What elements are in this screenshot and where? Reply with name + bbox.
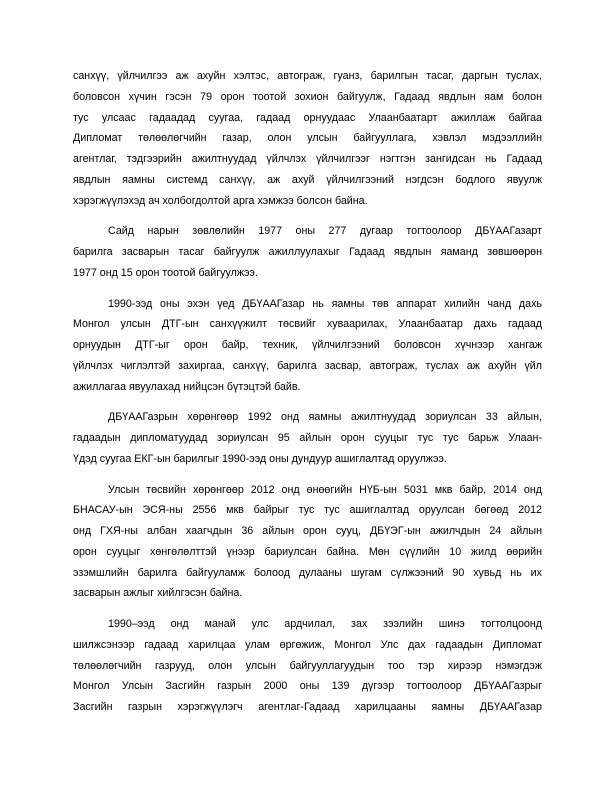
document-body bbox=[73, 66, 542, 728]
text-line: онд ГХЯ-ны албан хаагчдын 36 айлын орон сууц, ДБҮЭГ-ын ажилчдын 24 айлын bbox=[73, 525, 542, 537]
text-line: орнуудын ДТГ-ыг орон байр, техник, үйлчилгээний боловсон хүчнээр хангаж bbox=[73, 339, 542, 351]
paragraph bbox=[73, 66, 542, 211]
text-line: тус улсаас гадаадад суугаа, гадаад орнуудаас Улаанбаатарт ажиллаж байгаа bbox=[73, 111, 542, 124]
text-line: ДБҮААГазрын хөрөнгөөр 1992 онд яамны ажилтнуудад зориулсан 33 айлын, bbox=[108, 411, 542, 424]
text-line: 1990-ээд оны эхэн үед ДБҮААГазар нь яамны төв аппарат хилийн чанд дахь bbox=[108, 297, 542, 310]
paragraph bbox=[73, 294, 542, 398]
text-line: 1990–ээд онд манай улс ардчилал, зах зээлийн шинэ тогтолцоонд bbox=[108, 618, 542, 630]
paragraph bbox=[73, 221, 542, 283]
text-line: боловсон хүчин гэсэн 79 орон тоотой зохион байгуулж, Гадаад явдлын яам болон bbox=[73, 90, 542, 103]
text-line: БНАСАУ-ын ЭСЯ-ны 2556 мкв байрыг тус тус ашиглалтад оруулсан бөгөөд 2012 bbox=[73, 504, 542, 517]
text-line: агентлаг, тэдгээрийн ажилтнуудад үйлчлэх үйлчилгээг нэгтгэн зангидсан нь Гадаад bbox=[73, 153, 542, 165]
text-line: явдлын яамны системд санхүү, аж ахуй үйлчилгээний нэгдсэн бодлого явуулж bbox=[73, 173, 542, 186]
paragraph bbox=[73, 407, 542, 469]
text-line: төлөөлөгчийн газрууд, олон улсын байгууллагуудын тоо тэр хирээр нэмэгдэж bbox=[73, 659, 542, 672]
text-line: Улсын төсвийн хөрөнгөөр 2012 онд өнөөгийн НҮБ-ын 5031 мкв байр, 2014 онд bbox=[108, 483, 542, 496]
text-line: шилжсэнээр гадаад харилцаа улам өргөжиж, Монгол Улс дах гадаадын Дипломат bbox=[73, 638, 542, 651]
text-line: Засгийн газрын хэрэгжүүлэгч агентлаг-Гадаад харилцааны яамны ДБҮААГазар bbox=[73, 701, 542, 713]
text-line: Сайд нарын зөвлөлийн 1977 оны 277 дугаар тогтоолоор ДБҮААГазарт bbox=[108, 225, 542, 238]
text-line: гадаадын дипломатуудад зориулсан 95 айлын орон сууцыг тус тус барьж Улаан- bbox=[73, 432, 542, 444]
text-line: Монгол Улсын Засгийн газрын 2000 оны 139 дүгээр тогтоолоор ДБҮААГазрыг bbox=[73, 680, 542, 693]
text-line: эзэмшлийн барилга байгууламж болоод дулааны шугам сүлжээний 90 хувьд нь их bbox=[73, 566, 542, 579]
text-line: Дипломат төлөөлөгчийн газар, олон улсын байгууллага, хэвлэл мэдээллийн bbox=[73, 132, 542, 145]
text-line: барилга засварын тасаг байгуулж ажиллуулахыг Гадаад явдлын яаманд зөвшөөрөн bbox=[73, 246, 542, 258]
text-line: хэрэгжүүлэхэд ач холбогдолтой арга хэмжээ болсон байна. bbox=[73, 194, 368, 207]
text-line: Үдэд суугаа ЕКГ-ын барилгыг 1990-ээд оны дундуур ашиглалтад оруулжээ. bbox=[73, 452, 447, 465]
text-line: 1977 онд 15 орон тоотой байгуулжээ. bbox=[73, 266, 258, 279]
paragraph bbox=[73, 480, 542, 605]
text-line: ажиллагаа явуулахад нийцсэн бүтэцтэй байв. bbox=[73, 380, 301, 393]
text-line: Монгол улсын ДТГ-ын санхүүжилт төсвийг хуваарилах, Улаанбаатар дахь гадаад bbox=[73, 318, 542, 331]
text-line: үйлчлэх чиглэлтэй захиргаа, санхүү, барилга засвар, автограж, туслах аж ахуйн үйл bbox=[73, 359, 542, 372]
text-line: засварын ажлыг хийлгэсэн байна. bbox=[73, 587, 243, 600]
text-line: орон сууцыг хөнгөлөлттэй үнээр бариулсан байна. Мөн сүүлийн 10 жилд өөрийн bbox=[73, 545, 542, 558]
paragraph bbox=[73, 614, 542, 718]
text-line: санхүү, үйлчилгээ аж ахуйн хэлтэс, автограж, гуанз, барилгын тасаг, даргын туслах, bbox=[73, 70, 542, 82]
